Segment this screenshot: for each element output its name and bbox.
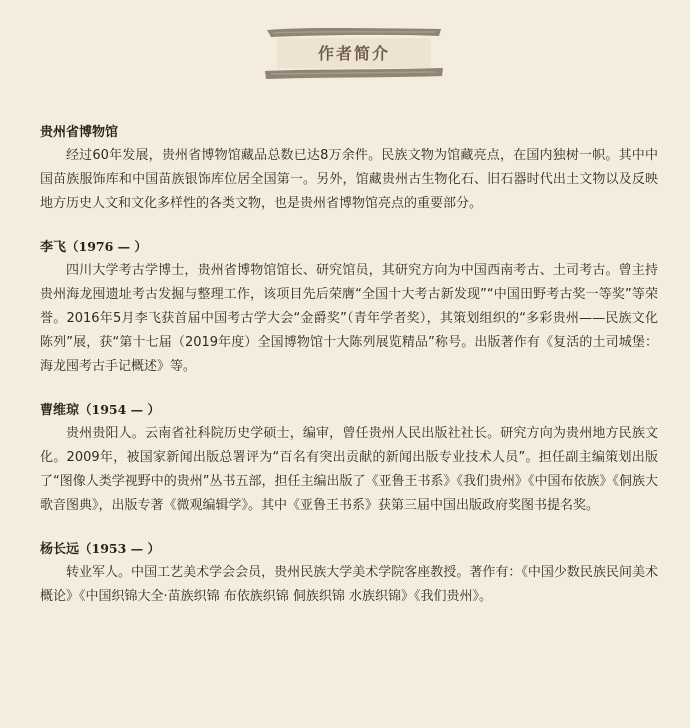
author-years: （1954 — ） [79,402,161,417]
author-heading [40,539,658,560]
author-heading [40,400,658,421]
section-title: 作者简介 [317,44,390,63]
section-banner [263,24,445,84]
author-name: 曹维琼 [40,403,80,418]
author-bio: 四川大学考古学博士，贵州省博物馆馆长、研究馆员，其研究方向为中国西南考古、土司考古。曾主持贵州海龙囤遗址考古发掘与整理工作，该项目先后荣膺“全国十大考古新发现”“中国田野考古奖一等奖”等荣誉。2016年5月李飞获首届中国考古学大会“金爵奖”（青年学者奖），其策划组织的“多彩贵州——民族文化陈列”展，获“第十七届（2019年度）全国博物馆十大陈列展览精品”称号。出版著作有《复活的土司城堡：海龙囤考古手记概述》等。 [40,263,658,374]
author-name: 杨长远 [40,542,80,557]
author-bio: 贵州贵阳人。云南省社科院历史学硕士，编审，曾任贵州人民出版社社长。研究方向为贵州地方民族文化。2009年，被国家新闻出版总署评为“百名有突出贡献的新闻出版专业技术人员”。担任副主编策划出版了“图像人类学视野中的贵州”丛书五部，担任主编出版了《亚鲁王书系》《我们贵州》《中国布依族》《侗族大歌音图典》，出版专著《微观编辑学》。其中《亚鲁王书系》获第三届中国出版政府奖图书提名奖。 [40,426,658,513]
author-list [40,122,658,630]
author-entry-museum [40,122,658,216]
author-bio: 转业军人。中国工艺美术学会会员，贵州民族大学美术学院客座教授。著作有：《中国少数民族民间美术概论》《中国织锦大全·苗族织锦 布依族织锦 侗族织锦 水族织锦》《我们贵州》。 [40,565,658,604]
author-heading [40,122,658,143]
author-years: （1976 — ） [66,239,148,254]
author-heading [40,237,658,258]
author-entry-cao-weiqiong [40,400,658,518]
author-name: 贵州省博物馆 [40,125,119,140]
author-years: （1953 — ） [79,541,161,556]
author-entry-li-fei [40,237,658,379]
author-name: 李飞 [40,240,67,255]
author-entry-yang-changyuan [40,539,658,609]
author-bio: 经过60年发展，贵州省博物馆藏品总数已达8万余件。民族文物为馆藏亮点，在国内独树一帜。其中中国苗族服饰库和中国苗族银饰库位居全国第一。另外，馆藏贵州古生物化石、旧石器时代出土文物以及反映地方历史人文和文化多样性的各类文物，也是贵州省博物馆亮点的重要部分。 [40,148,658,211]
